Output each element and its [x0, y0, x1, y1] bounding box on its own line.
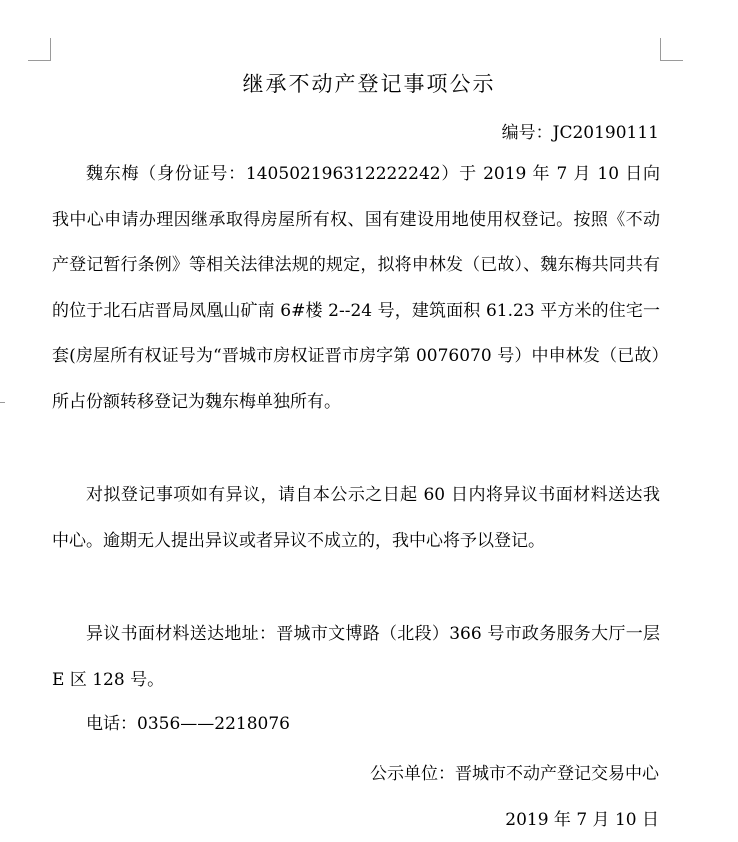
paragraph-address: 异议书面材料送达地址：晋城市文博路（北段）366 号市政务服务大厅一层 E 区 128 号。: [52, 624, 660, 690]
document-number: 编号：JC20190111: [501, 123, 659, 143]
paragraph-main: 魏东梅（身份证号：140502196312222242）于 2019 年 7 月 10 日向我中心申请办理因继承取得房屋所有权、国有建设用地使用权登记。按照《不动产登记暂行条例》等相关法律法规的规定，拟将申林发（已故）、魏东梅共同共有的位于北石店晋局凤凰山矿南 6#楼 2--24 号，建筑面积 61.23 平方米的住宅一套(房屋所有权证号为“晋城市房权证晋市房字第 0076070 号）中申林发（已故）所占份额转移登记为魏东梅单独所有。: [52, 164, 660, 412]
paragraph-objection: 对拟登记事项如有异议，请自本公示之日起 60 日内将异议书面材料送达我中心。逾期无人提出异议或者异议不成立的，我中心将予以登记。: [52, 485, 660, 551]
issuer-line: 公示单位：晋城市不动产登记交易中心: [370, 764, 659, 784]
page-corner-mark-top-right: [660, 38, 683, 61]
date-line: 2019 年 7 月 10 日: [505, 810, 659, 830]
page-corner-mark-top-left: [28, 38, 51, 61]
ruler-tick-mark: [0, 402, 5, 403]
document-title: 继承不动产登记事项公示: [242, 72, 496, 96]
phone-line: 电话：0356——2218076: [86, 714, 290, 734]
